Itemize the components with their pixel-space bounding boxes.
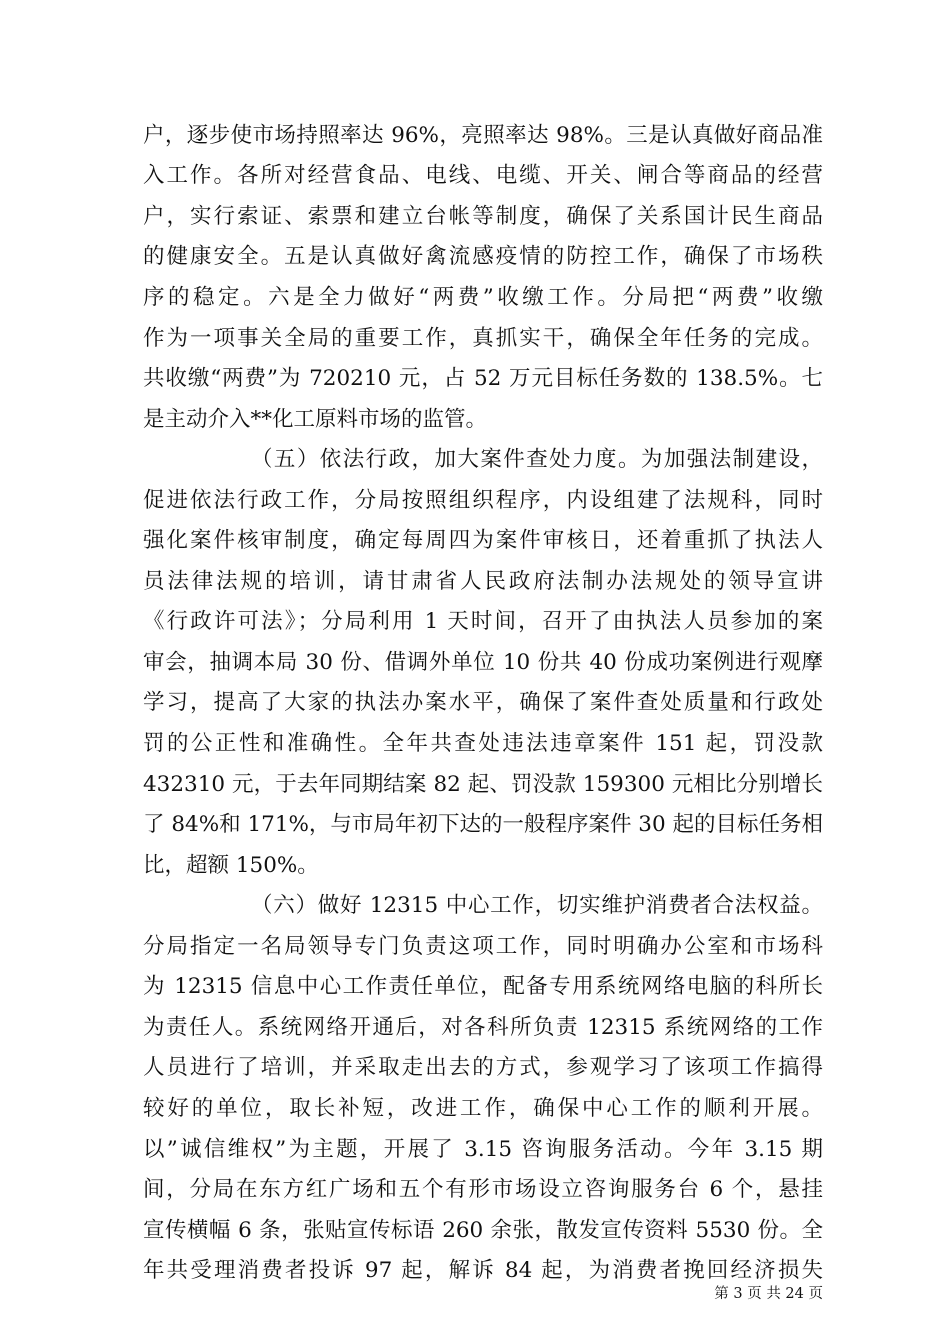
body-line: 户，逐步使市场持照率达 96%，亮照率达 98%。三是认真做好商品准	[143, 123, 823, 148]
body-line: 年共受理消费者投诉 97 起，解诉 84 起，为消费者挽回经济损失	[143, 1258, 823, 1283]
body-line: 户，实行索证、索票和建立台帐等制度，确保了关系国计民生商品	[143, 204, 823, 229]
body-line: 序的稳定。六是全力做好“两费”收缴工作。分局把“两费”收缴	[143, 285, 823, 310]
body-line: 分局指定一名局领导专门负责这项工作，同时明确办公室和市场科	[143, 934, 823, 959]
body-line: 以”诚信维权”为主题，开展了 3.15 咨询服务活动。今年 3.15 期	[143, 1137, 823, 1162]
body-line: 是主动介入**化工原料市场的监管。	[143, 407, 488, 432]
body-line: 为责任人。系统网络开通后，对各科所负责 12315 系统网络的工作	[143, 1015, 823, 1040]
body-line: 的健康安全。五是认真做好禽流感疫情的防控工作，确保了市场秩	[143, 244, 823, 269]
body-line: 共收缴“两费”为 720210 元，占 52 万元目标任务数的 138.5%。七	[143, 366, 823, 391]
body-line: 入工作。各所对经营食品、电线、电缆、开关、闸合等商品的经营	[143, 163, 823, 188]
body-line: 促进依法行政工作，分局按照组织程序，内设组建了法规科，同时	[143, 488, 823, 513]
body-line: 较好的单位，取长补短，改进工作，确保中心工作的顺利开展。	[143, 1096, 823, 1121]
body-line: 强化案件核审制度，确定每周四为案件审核日，还着重抓了执法人	[143, 528, 823, 553]
body-line: 宣传横幅 6 条，张贴宣传标语 260 余张，散发宣传资料 5530 份。全	[143, 1218, 823, 1243]
body-line: 432310 元，于去年同期结案 82 起、罚没款 159300 元相比分别增长	[143, 772, 823, 797]
body-line: 了 84%和 171%，与市局年初下达的一般程序案件 30 起的目标任务相	[143, 812, 823, 837]
body-line: 作为一项事关全局的重要工作，真抓实干，确保全年任务的完成。	[143, 326, 823, 351]
section-heading-6: （六）做好 12315 中心工作，切实维护消费者合法权益。	[251, 893, 823, 918]
body-line: 间，分局在东方红广场和五个有形市场设立咨询服务台 6 个，悬挂	[143, 1177, 823, 1202]
body-line: 审会，抽调本局 30 份、借调外单位 10 份共 40 份成功案例进行观摩	[143, 650, 823, 675]
body-line: 人员进行了培训，并采取走出去的方式，参观学习了该项工作搞得	[143, 1055, 823, 1080]
section-heading-5: （五）依法行政，加大案件查处力度。为加强法制建设，	[251, 447, 823, 472]
page-number-footer: 第 3 页 共 24 页	[714, 1286, 823, 1302]
body-line: 罚的公正性和准确性。全年共查处违法违章案件 151 起，罚没款	[143, 731, 823, 756]
body-line: 为 12315 信息中心工作责任单位，配备专用系统网络电脑的科所长	[143, 974, 823, 999]
body-line: 员法律法规的培训，请甘肃省人民政府法制办法规处的领导宣讲	[143, 569, 823, 594]
body-line: 比，超额 150%。	[143, 853, 319, 878]
body-line: 学习，提高了大家的执法办案水平，确保了案件查处质量和行政处	[143, 690, 823, 715]
body-line: 《行政许可法》；分局利用 1 天时间，召开了由执法人员参加的案	[143, 609, 823, 634]
